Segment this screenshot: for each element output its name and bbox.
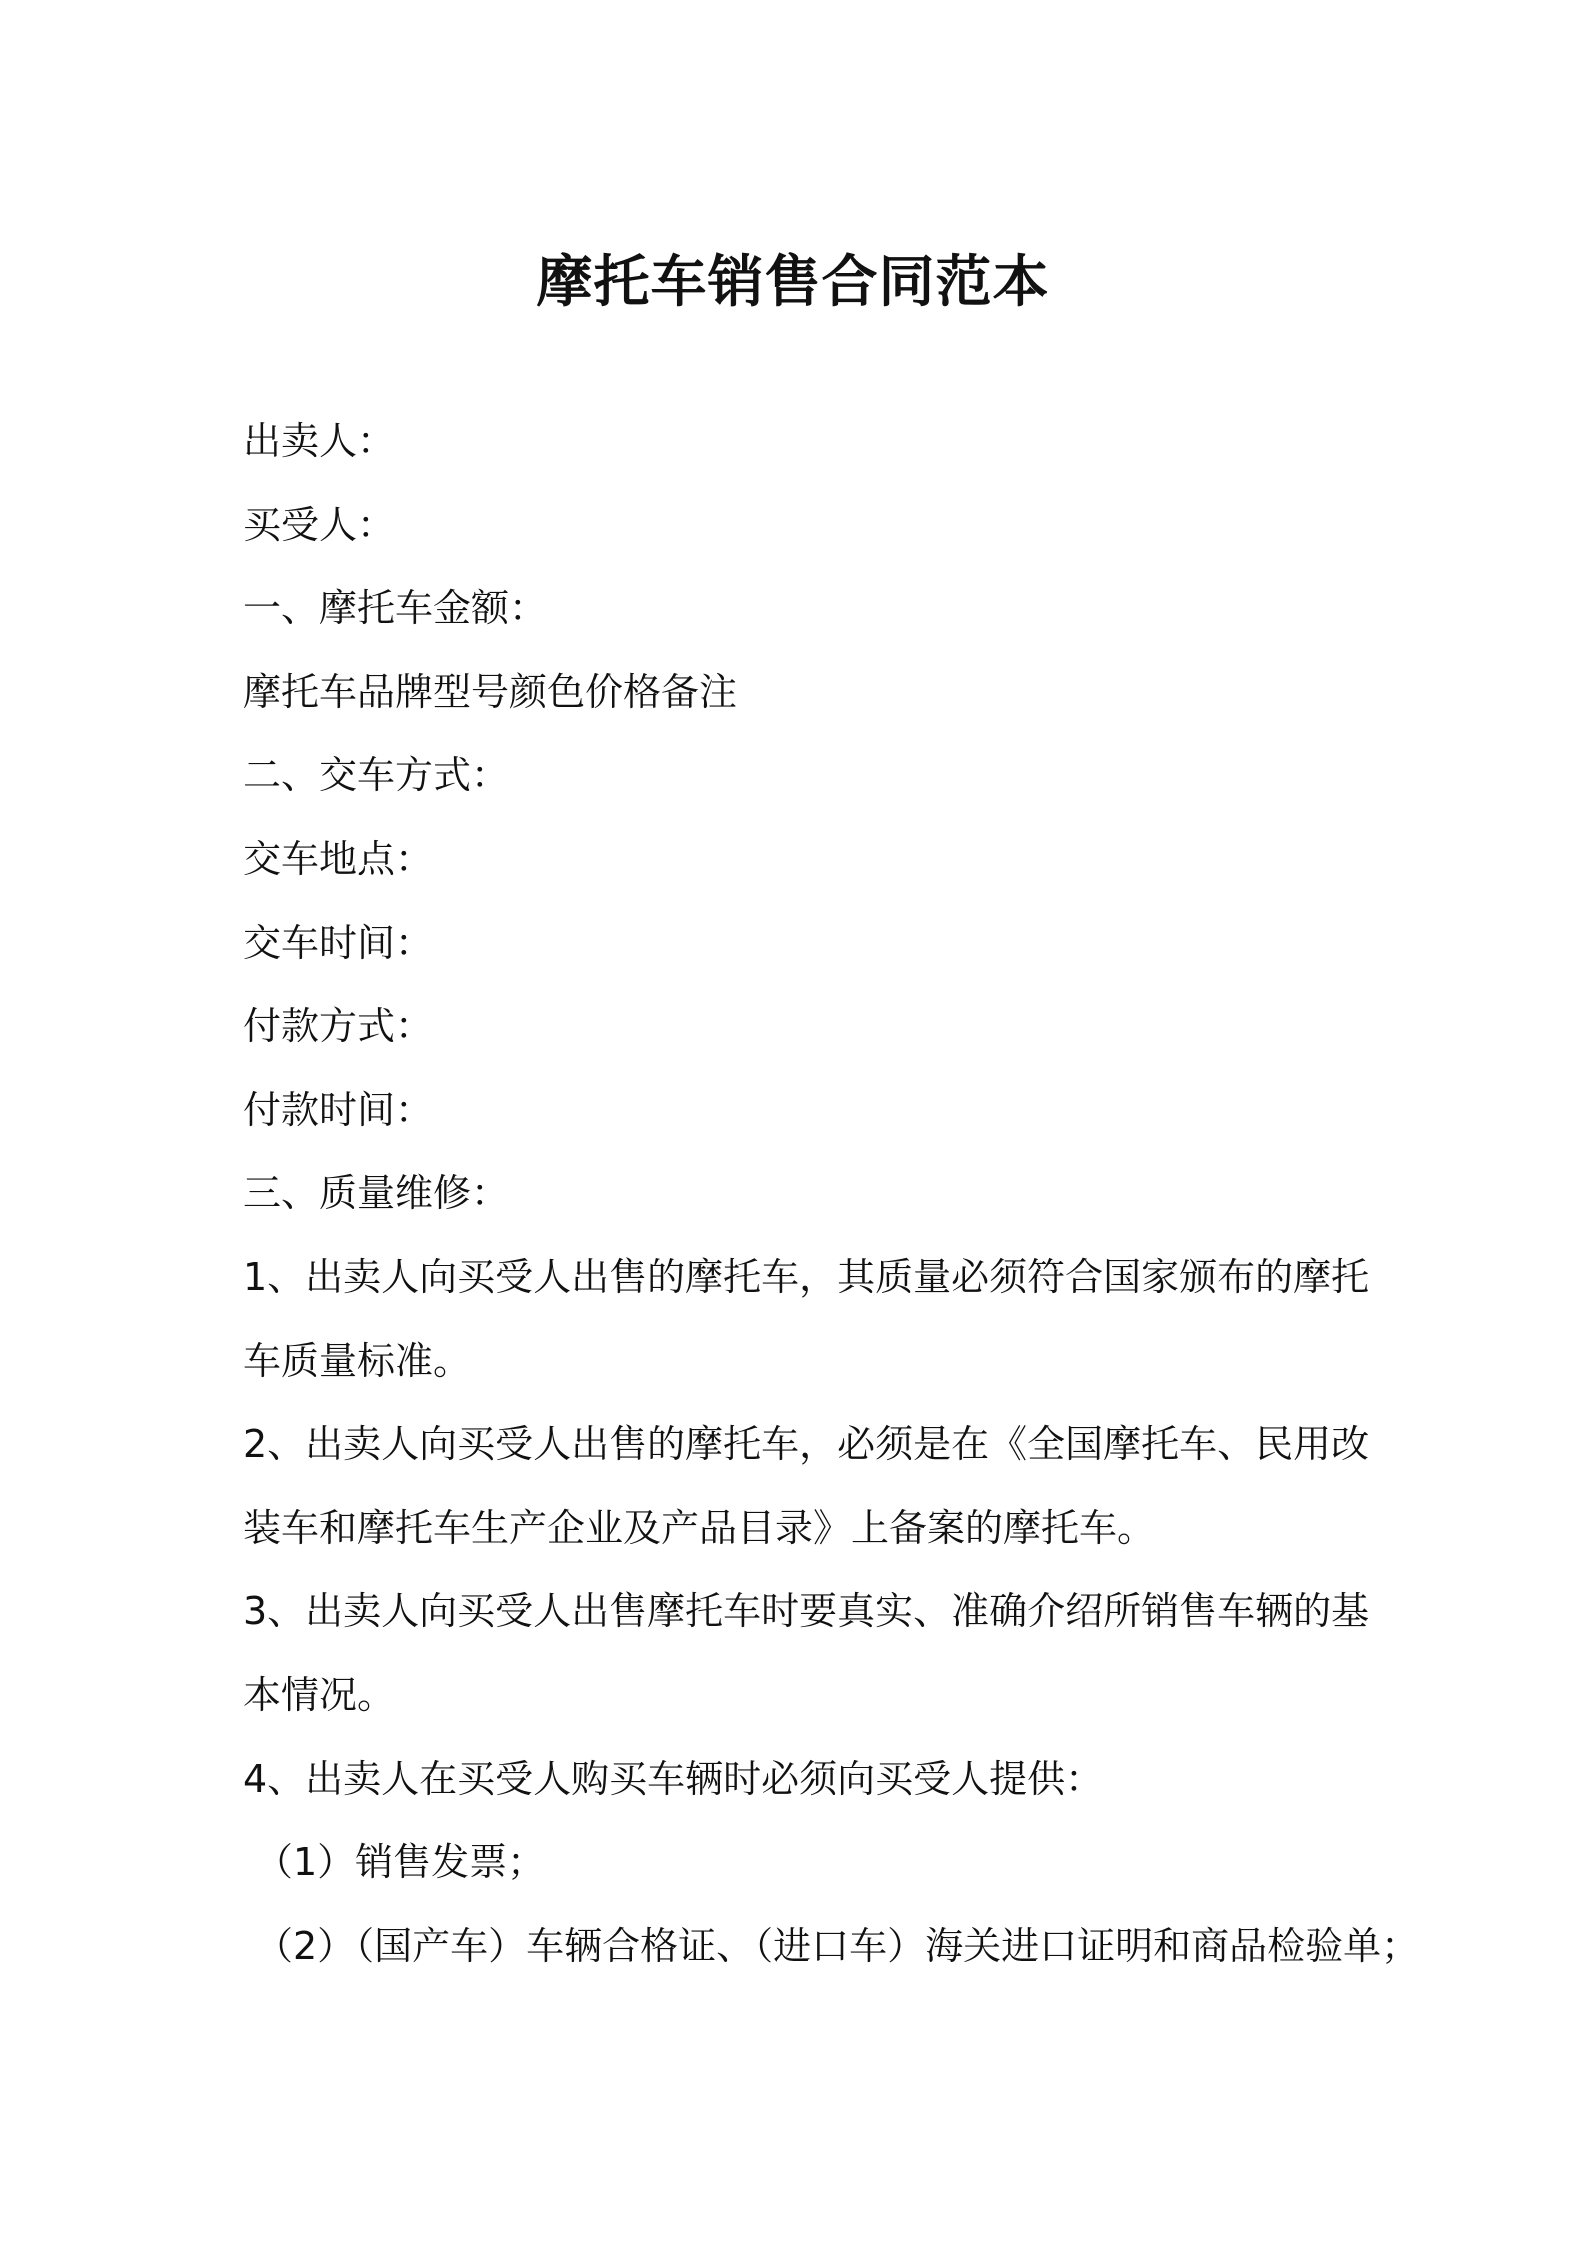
payment-time-line: 付款时间： <box>243 1087 434 1132</box>
buyer-line: 买受人： <box>243 502 396 547</box>
document-title: 摩托车销售合同范本 <box>536 249 1050 315</box>
clause-4-item-1: （1）销售发票； <box>255 1840 546 1885</box>
contract-body <box>243 400 1420 1988</box>
amount-columns-line: 摩托车品牌型号颜色价格备注 <box>243 669 738 714</box>
clause-1-line-1: 1、出卖人向买受人出售的摩托车，其质量必须符合国家颁布的摩托 <box>243 1254 1370 1299</box>
clause-2-line-2: 装车和摩托车生产企业及产品目录》上备案的摩托车。 <box>243 1505 1156 1550</box>
section-heading-quality: 三、质量维修： <box>243 1171 510 1216</box>
clause-3-line-1: 3、出卖人向买受人出售摩托车时要真实、准确介绍所销售车辆的基 <box>243 1589 1370 1634</box>
section-heading-amount: 一、摩托车金额： <box>243 586 548 631</box>
delivery-time-line: 交车时间： <box>243 920 434 965</box>
section-heading-delivery: 二、交车方式： <box>243 753 510 798</box>
payment-method-line: 付款方式： <box>243 1004 434 1049</box>
seller-line: 出卖人： <box>243 419 396 463</box>
clause-1-line-2: 车质量标准。 <box>243 1338 472 1383</box>
delivery-location-line: 交车地点： <box>243 836 434 881</box>
clause-3-line-2: 本情况。 <box>243 1672 396 1717</box>
clause-2-line-1: 2、出卖人向买受人出售的摩托车，必须是在《全国摩托车、民用改 <box>243 1422 1370 1467</box>
clause-4-item-2: （2）（国产车）车辆合格证、（进口车）海关进口证明和商品检验单； <box>255 1923 1420 1968</box>
clause-4-line: 4、出卖人在买受人购买车辆时必须向买受人提供： <box>243 1756 1104 1801</box>
